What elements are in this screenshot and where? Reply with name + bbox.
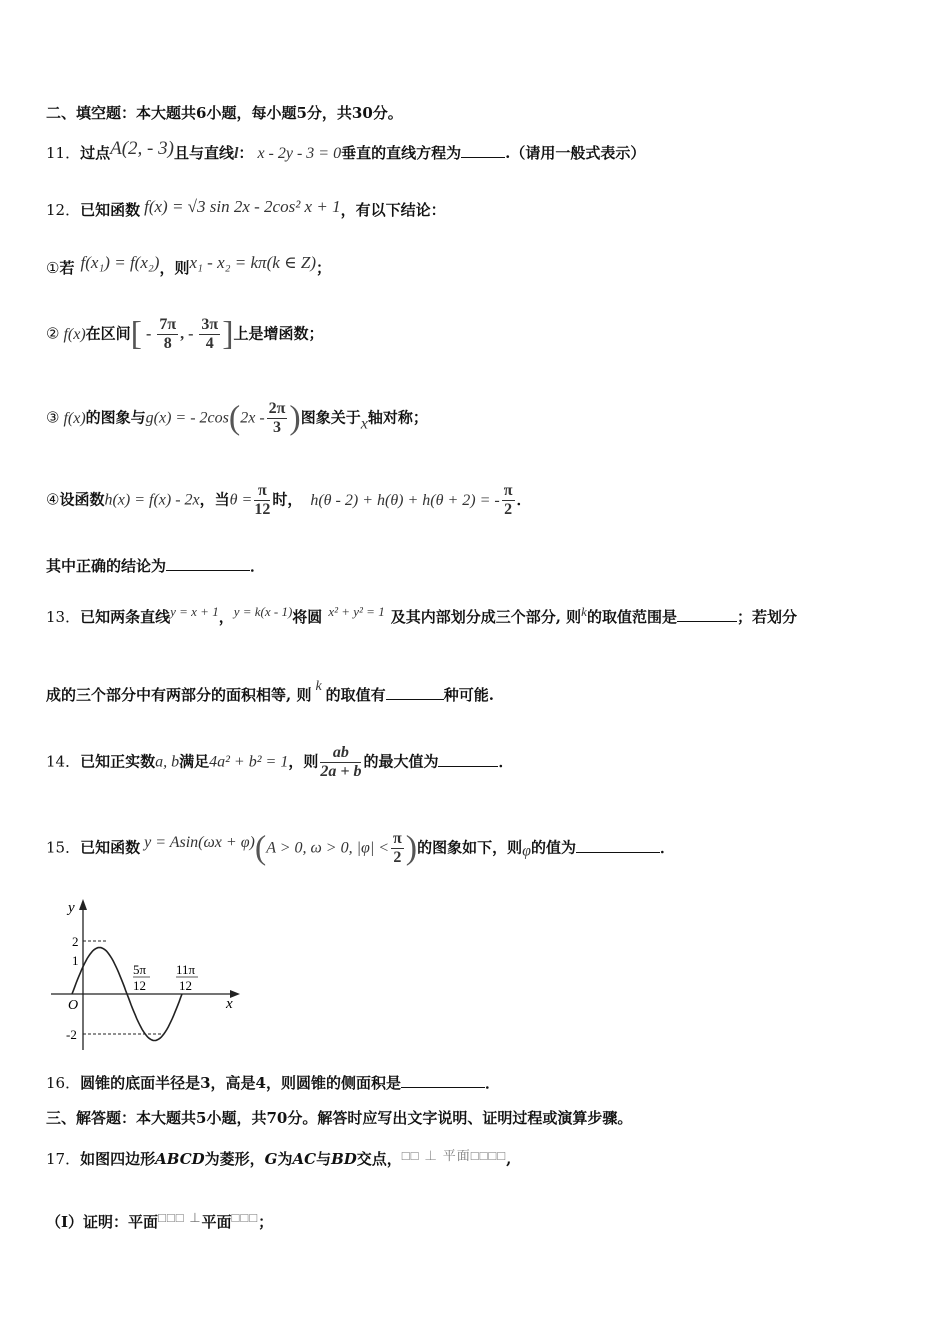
q13-text-4: 的取值范围是: [586, 608, 677, 626]
y-tick-2: 2: [72, 934, 79, 949]
q11-text-2: 且与直线: [173, 144, 234, 162]
q13-comma: ，: [218, 608, 234, 626]
q12-conclusion: [46, 556, 265, 576]
statement-1-equation: f(x₁) = f(x₂): [80, 253, 160, 272]
statement-2: ② f(x)在区间[ - $\frac{7\pi}{8}$ , - $\frac{3\pi}{4}$ ]上是增函数；: [46, 315, 324, 353]
statement-4-h: h(x) = f(x) - 2x: [104, 491, 200, 509]
q13-text-3: 及其内部划分成三个部分, 则: [390, 608, 582, 626]
q17-g: G: [264, 1150, 278, 1168]
q13-text-2: 将圆: [292, 608, 323, 626]
x-tick-2-numerator: 11π: [176, 962, 196, 977]
q13-text-6: 成的三个部分中有两部分的面积相等, 则: [46, 686, 312, 704]
statement-3-mark: ③: [46, 408, 60, 427]
statement-3-g: g(x) = - 2cos: [145, 409, 229, 427]
statement-2-end: 上是增函数；: [233, 324, 324, 343]
question-11: [46, 139, 645, 164]
q13-answer-blank-2: [386, 685, 444, 700]
y-tick-neg2: -2: [66, 1027, 77, 1042]
question-13-cont: [46, 677, 494, 705]
result-fraction: $\frac{\pi}{2}$: [503, 482, 513, 518]
statement-1: [46, 253, 331, 278]
q11-text-3: 垂直的直线方程为: [341, 144, 462, 162]
q14-text-4: 的最大值为: [363, 752, 439, 771]
q17-text-1: 如图四边形: [80, 1150, 156, 1168]
q17-text-5: 交点，: [356, 1150, 402, 1168]
q17-text-2: 为菱形，: [204, 1150, 265, 1168]
q13-answer-blank-1: [677, 607, 737, 622]
question-17: [46, 1146, 511, 1169]
y-axis-label: y: [68, 900, 75, 916]
q11-colon: ：: [238, 144, 254, 162]
q15-function: y = Asin(ωx + φ): [144, 833, 255, 851]
q17-bd: BD: [331, 1150, 357, 1168]
q13-circle: x² + y² = 1: [328, 604, 385, 619]
question-12: [46, 197, 446, 220]
q13-text-7: 的取值有: [325, 686, 386, 704]
statement-3-fraction: $\frac{2\pi}{3}$: [268, 400, 286, 436]
statement-4-end: ．: [516, 490, 532, 509]
x-tick-2-denominator: 12: [179, 978, 192, 993]
statement-1-then: ，则: [159, 259, 190, 277]
q13-text-8: 种可能.: [443, 686, 494, 704]
y-tick-1: 1: [72, 953, 79, 968]
sine-graph: [46, 895, 246, 1055]
q14-answer-blank: [438, 752, 498, 767]
statement-2-f: f(x): [63, 325, 86, 343]
question-13: [46, 602, 797, 627]
statement-4: [46, 482, 532, 519]
q17-placeholder-1: □□ ⊥ 平面□□□□: [401, 1148, 507, 1163]
x-tick-1-denominator: 12: [133, 978, 146, 993]
q17-text-6: ,: [506, 1150, 512, 1168]
statement-3-text-2: 图象关于: [300, 408, 361, 427]
q15-text-3: 的值为: [531, 838, 577, 857]
q16-text: 圆锥的底面半径是3，高是4，则圆锥的侧面积是: [80, 1074, 401, 1092]
q15-fraction: $\frac{\pi}{2}$: [393, 830, 402, 866]
q13-k: k: [581, 604, 587, 619]
statement-3-f: f(x): [63, 409, 86, 427]
x-axis-label: x: [226, 996, 233, 1012]
statement-4-text-2: ，当: [199, 490, 230, 509]
q13-k-2: k: [315, 679, 322, 694]
statement-1-end: ；: [315, 259, 331, 277]
interval-right-fraction: $\frac{3\pi}{4}$: [201, 316, 219, 352]
question-number: 17．: [46, 1150, 81, 1168]
q14-text-3: ，则: [288, 752, 319, 771]
theta-fraction: $\frac{\pi}{12}$: [254, 482, 271, 518]
y-axis-arrow-icon: [79, 899, 87, 910]
q13-line-1: y = x + 1: [170, 604, 219, 619]
question-number: 15．: [46, 838, 81, 857]
statement-4-mark: ④: [46, 490, 60, 509]
q13-text-5: ；若划分: [736, 608, 797, 626]
q14-ab: a, b: [155, 753, 180, 771]
interval-left-fraction: $\frac{7\pi}{8}$: [159, 316, 177, 352]
q15-answer-blank: [576, 838, 660, 853]
q15-text-2: 的图象如下，则: [417, 838, 523, 857]
question-16: [46, 1073, 500, 1093]
q17-part-1-end: ；: [258, 1213, 274, 1231]
origin-label: O: [68, 998, 79, 1013]
q17-part-1-label: （I）证明：平面: [46, 1213, 159, 1231]
q11-line-l: l: [233, 145, 239, 162]
q11-text-4: .（请用一般式表示）: [505, 144, 646, 162]
q13-text-1: 已知两条直线: [80, 608, 171, 626]
question-number: 13．: [46, 608, 81, 626]
statement-1-result: x₁ - x₂ = kπ(k ∈ Z): [189, 253, 316, 272]
question-17-part-1: [46, 1208, 273, 1232]
q13-line-2: y = k(x - 1): [233, 604, 293, 619]
question-number: 14．: [46, 752, 81, 771]
statement-3-x: x: [360, 415, 368, 433]
q17-abcd: ABCD: [155, 1150, 205, 1168]
statement-3-inner: 2x -: [240, 409, 265, 427]
q11-point-a: A(2, - 3): [110, 138, 174, 159]
q17-placeholder-2: □□□ ⊥: [158, 1210, 202, 1225]
q12-function: f(x) = √3 sin 2x - 2cos² x + 1: [144, 197, 341, 216]
q11-line-equation: x - 2y - 3 = 0: [257, 145, 342, 162]
statement-4-equation: h(θ - 2) + h(θ) + h(θ + 2) = -: [310, 491, 500, 509]
q17-part-1-mid: 平面: [201, 1213, 232, 1231]
q12-answer-blank: [166, 556, 250, 571]
x-tick-1-numerator: 5π: [133, 962, 147, 977]
q16-end: ．: [484, 1074, 500, 1092]
conclusion-text: 其中正确的结论为: [46, 557, 167, 575]
statement-4-text-1: 设函数: [59, 490, 105, 509]
q14-text-2: 满足: [179, 752, 210, 771]
statement-1-if: 若: [59, 259, 75, 277]
statement-4-text-3: 时，: [272, 490, 303, 509]
statement-2-text: 在区间: [85, 324, 131, 343]
statement-1-mark: ①: [46, 259, 60, 277]
q15-text-1: 已知函数: [80, 838, 141, 857]
q11-text-1: 过点: [80, 144, 111, 162]
statement-3-text-3: 轴对称；: [367, 408, 428, 427]
q17-placeholder-3: □□□: [231, 1210, 259, 1225]
q12-text-1: 已知函数: [80, 201, 141, 219]
q14-text-1: 已知正实数: [80, 752, 156, 771]
q12-text-2: ，有以下结论：: [340, 201, 446, 219]
q14-fraction: $\frac{ab}{2a + b}$: [320, 744, 362, 780]
question-number: 11．: [46, 144, 81, 162]
q14-condition: 4a² + b² = 1: [209, 753, 289, 771]
statement-4-theta: θ =: [229, 491, 253, 509]
section-heading-solutions: 三、解答题：本大题共5小题，共70分。解答时应写出文字说明、证明过程或演算步骤。: [46, 1109, 633, 1127]
question-15: 15．已知函数 y = Asin(ωx + φ)(A > 0, ω > 0, |φ| < $\frac{\pi}{2}$ )的图象如下，则φ的值为 ．: [46, 829, 676, 867]
q15-condition: A > 0, ω > 0, |φ| <: [266, 839, 390, 857]
question-number: 12．: [46, 201, 81, 219]
q15-phi: φ: [522, 842, 531, 860]
q15-end: ．: [660, 838, 676, 857]
conclusion-end: ．: [250, 557, 266, 575]
statement-3-text-1: 的图象与: [85, 408, 146, 427]
q14-end: ．: [498, 752, 514, 771]
statement-2-mark: ②: [46, 324, 60, 343]
q17-ac: AC: [292, 1150, 317, 1168]
q11-answer-blank: [461, 143, 505, 158]
question-number: 16．: [46, 1074, 81, 1092]
q16-answer-blank: [401, 1073, 485, 1088]
section-heading-fill-in: 二、填空题：本大题共6小题，每小题5分，共30分。: [46, 104, 403, 122]
q17-text-4: 与: [316, 1150, 332, 1168]
statement-3: ③ f(x)的图象与g(x) = - 2cos(2x - $\frac{2\pi}{3}$ )图象关于x轴对称；: [46, 399, 428, 437]
q17-text-3: 为: [277, 1150, 293, 1168]
question-14: [46, 744, 513, 781]
